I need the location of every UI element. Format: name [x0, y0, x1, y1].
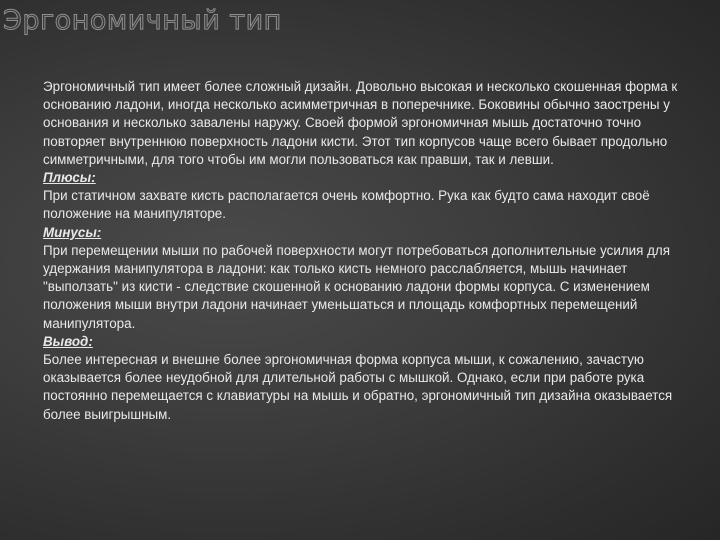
pros-paragraph: При статичном захвате кисть располагается очень комфортно. Рука как будто сама находит своё положение на манипуляторе.: [43, 188, 650, 222]
slide-title: Эргономичный тип: [3, 5, 282, 36]
conclusion-paragraph: Более интересная и внешне более эргономичная форма корпуса мыши, к сожалению, зачастую оказывается более неудобной для длительной работы с мышкой. Однако, если при работе рука постоянно перемещается с клавиатуры на мышь и обратно, эргономичный тип дизайна оказывается более выигрышным.: [43, 352, 673, 422]
conclusion-label: Вывод:: [43, 333, 93, 349]
cons-paragraph: При перемещении мыши по рабочей поверхности могут потребоваться дополнительные усилия для удержания манипулятора в ладони: как только кисть немного расслабляется, мышь начинает "выползать" из кисти - следствие скошенной к основанию ладони формы корпуса. С изменением положения мыши внутри ладони начинает уменьшаться и площадь комфортных перемещений манипулятора.: [43, 242, 670, 331]
cons-label: Минусы:: [43, 224, 102, 240]
intro-paragraph: Эргономичный тип имеет более сложный дизайн. Довольно высокая и несколько скошенная форма к основанию ладони, иногда несколько асимметричная в поперечнике. Боковины обычно заострены у основания и несколько завалены наружу. Своей формой эргономичная мышь достаточно точно повторяет внутреннюю поверхность ладони кисти. Этот тип корпусов чаще всего бывает продольно симметричными, для того чтобы им могли пользоваться как правши, так и левши.: [43, 79, 678, 167]
slide-body: [43, 78, 683, 424]
pros-label: Плюсы:: [43, 170, 96, 186]
